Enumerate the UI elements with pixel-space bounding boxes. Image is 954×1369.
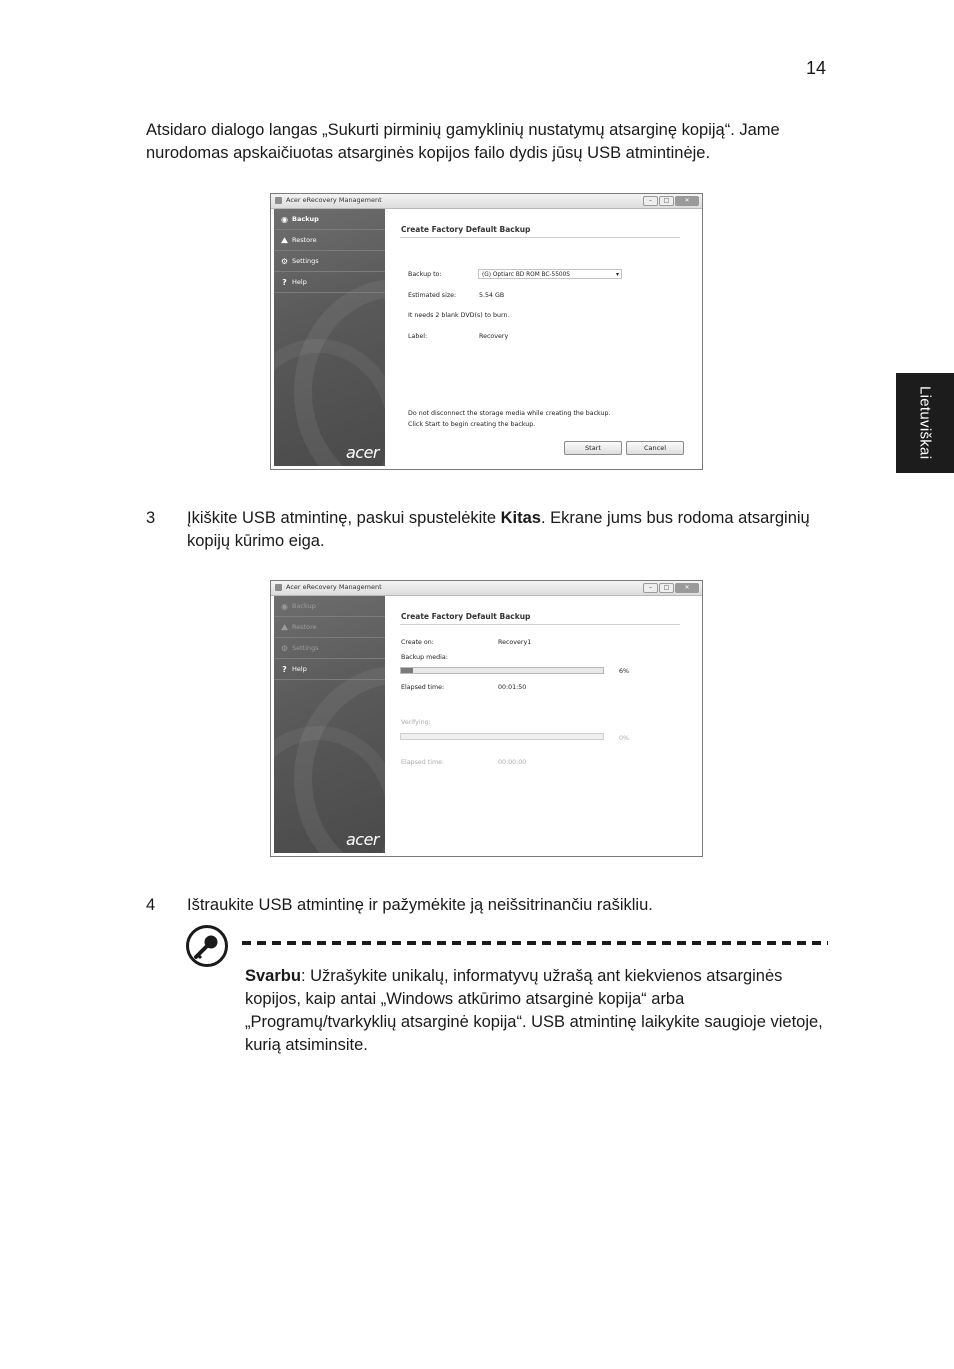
sidebar (274, 596, 385, 853)
intro-paragraph: Atsidaro dialogo langas „Sukurti pirminių gamyklinių nustatymų atsarginę kopiją“. Jame nurodomas apskaičiuotas atsarginės kopijos failo dydis jūsų USB atmintinėje. (146, 121, 780, 162)
nav-item-backup[interactable]: ◉ Backup (274, 209, 385, 230)
title-bar (271, 194, 702, 209)
backup-media-label: Backup media: (401, 654, 448, 661)
sidebar (274, 209, 385, 466)
step-3-bold: Kitas (500, 509, 541, 527)
estimated-size-label: Estimated size: (408, 292, 457, 299)
dvd-note: It needs 2 blank DVD(s) to burn. (408, 312, 510, 319)
window-title: Acer eRecovery Management (286, 196, 382, 204)
cancel-button[interactable]: Cancel (626, 441, 684, 455)
elapsed-time-value: 00:01:50 (498, 684, 527, 691)
backup-dialog-screenshot (270, 193, 703, 470)
key-icon (186, 925, 228, 967)
acer-logo: acer (345, 830, 379, 849)
backup-to-label: Backup to: (408, 271, 442, 278)
nav-item-backup[interactable]: ◉ Backup (274, 596, 385, 617)
maximize-button[interactable]: □ (659, 196, 674, 206)
step-3-number: 3 (146, 509, 156, 527)
gear-icon: ⚙ (280, 256, 289, 266)
backup-to-select[interactable] (478, 269, 622, 279)
maximize-button[interactable]: □ (659, 583, 674, 593)
close-button[interactable]: ✕ (675, 583, 699, 593)
step-4-number: 4 (146, 896, 156, 914)
start-button[interactable]: Start (564, 441, 622, 455)
disc-icon: ◉ (281, 601, 288, 611)
elapsed-time-2-value: 00:00:00 (498, 759, 527, 766)
dropdown-arrow-icon: ▾ (615, 271, 619, 278)
help-icon: ? (282, 664, 287, 674)
acer-logo: acer (345, 443, 379, 462)
note-divider (242, 941, 828, 945)
step-4-text: Ištraukite USB atmintinę ir pažymėkite ją neišsitrinančiu rašikliu. (187, 896, 653, 914)
language-side-tab (896, 373, 954, 473)
disc-icon: ◉ (281, 214, 288, 224)
help-icon: ? (282, 277, 287, 287)
nav-item-help[interactable]: ? Help (274, 659, 385, 680)
verify-progress-bar (400, 733, 604, 740)
divider (400, 237, 680, 238)
minimize-button[interactable]: – (643, 583, 658, 593)
backup-panel (386, 209, 702, 469)
label-label: Label: (408, 333, 428, 340)
page-number: 14 (806, 58, 827, 78)
progress-panel (386, 596, 702, 856)
app-icon (275, 197, 282, 204)
important-note: Svarbu: Užrašykite unikalų, informatyvų užrašą ant kiekvienos atsarginės kopijos, kaip antai „Windows atkūrimo atsarginė kopija“ arba „Programų/tvarkyklių atsarginė kopija“. USB atmintinę laikykite saugioje vietoje, kurią atsiminsite. (245, 967, 823, 1054)
create-on-value: Recovery1 (498, 639, 532, 646)
backup-progress-percent: 6% (619, 668, 629, 675)
nav-item-help[interactable]: ? Help (274, 272, 385, 293)
note-bold: Svarbu (245, 967, 301, 985)
backup-to-value: (G) Optiarc BD ROM BC-5500S (482, 272, 570, 278)
divider (400, 624, 680, 625)
step-3-text: Įkiškite USB atmintinę, paskui spustelėkite Kitas. Ekrane jums bus rodoma atsarginių kopijų kūrimo eiga. (187, 509, 810, 550)
nav-item-restore[interactable]: ⛰ Restore (274, 230, 385, 251)
create-on-label: Create on: (401, 639, 434, 646)
restore-icon: ⛰ (281, 235, 288, 245)
restore-icon: ⛰ (281, 622, 288, 632)
elapsed-time-2-label: Elapsed time: (401, 759, 445, 766)
nav-item-settings[interactable]: ⚙ Settings (274, 251, 385, 272)
warning-line-2: Click Start to begin creating the backup. (408, 421, 536, 428)
label-value: Recovery (479, 333, 509, 340)
elapsed-time-label: Elapsed time: (401, 684, 445, 691)
title-bar (271, 581, 702, 596)
window-title: Acer eRecovery Management (286, 583, 382, 591)
panel-heading: Create Factory Default Backup (401, 612, 531, 621)
warning-line-1: Do not disconnect the storage media while creating the backup. (408, 410, 611, 417)
language-label: Lietuviškai (916, 386, 934, 460)
minimize-button[interactable]: – (643, 196, 658, 206)
gear-icon: ⚙ (280, 643, 289, 653)
nav-item-restore[interactable]: ⛰ Restore (274, 617, 385, 638)
backup-progress-fill (401, 668, 413, 673)
close-button[interactable]: ✕ (675, 196, 699, 206)
backup-progress-screenshot (270, 580, 703, 857)
backup-progress-bar (400, 667, 604, 674)
estimated-size-value: 5.54 GB (479, 292, 505, 299)
nav-item-settings[interactable]: ⚙ Settings (274, 638, 385, 659)
verify-progress-percent: 0% (619, 735, 629, 742)
verifying-label: Verifying: (401, 719, 431, 726)
panel-heading: Create Factory Default Backup (401, 225, 531, 234)
app-icon (275, 584, 282, 591)
